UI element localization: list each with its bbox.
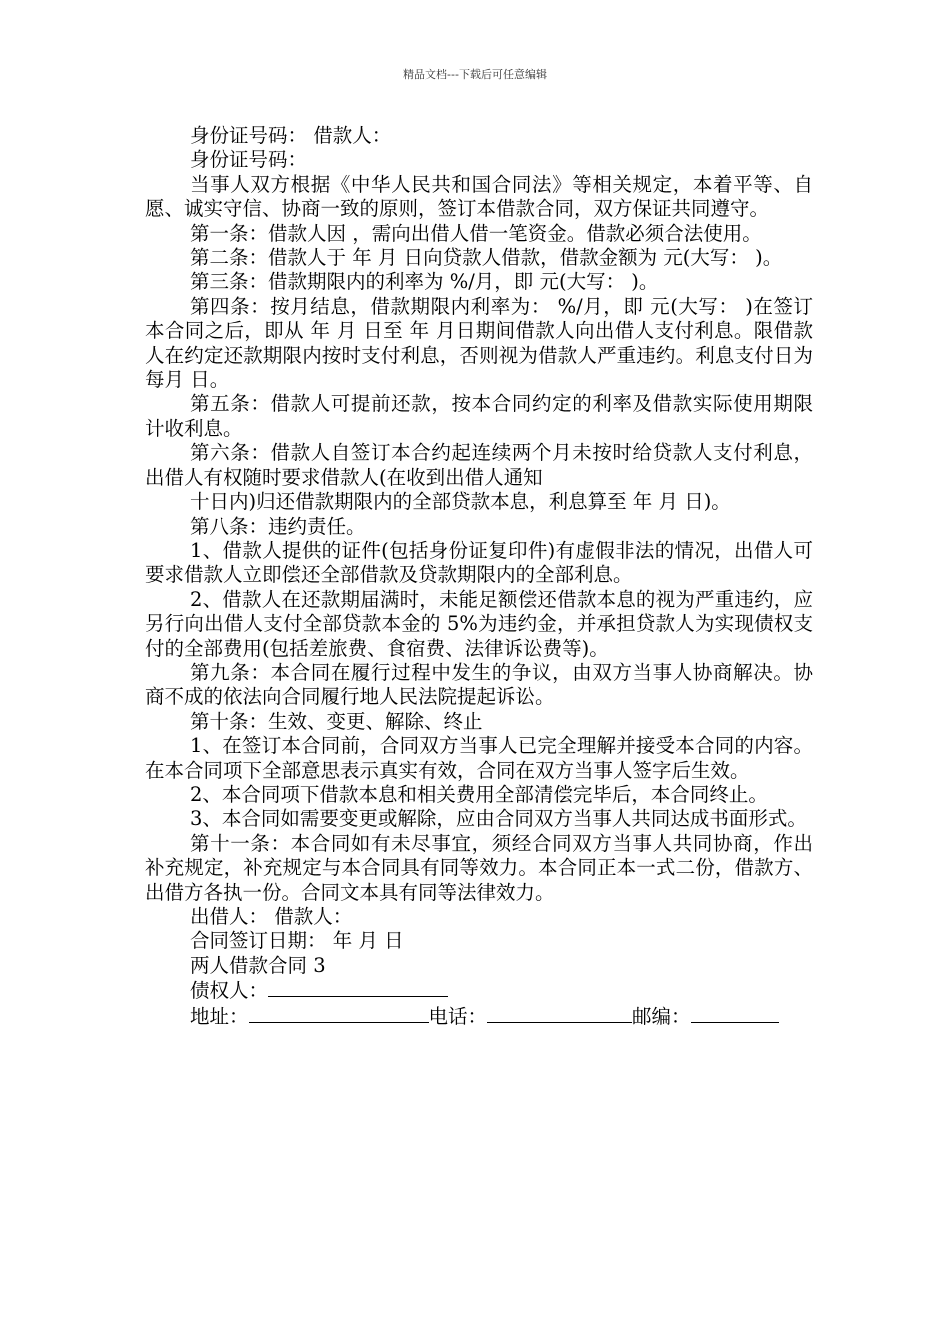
paragraph: 2、本合同项下借款本息和相关费用全部清偿完毕后，本合同终止。 [190, 782, 768, 806]
address-blank [249, 1004, 429, 1023]
paragraph: 第五条：借款人可提前还款，按本合同约定的利率及借款实际使用期限计收利息。 [145, 392, 813, 440]
postcode-blank [691, 1004, 779, 1023]
paragraph: 第四条：按月结息，借款期限内利率为： %/月，即 元(大写： )在签订本合同之后，即从 年 月 日至 年 月日期间借款人向出借人支付利息。限借款人在约定还款期限内按时支付利息，否则视为借款人严重违约。利息支付日为每月 日。 [145, 294, 813, 392]
paragraph: 第十一条：本合同如有未尽事宜，须经合同双方当事人共同协商，作出补充规定，补充规定与本合同具有同等效力。本合同正本一式二份，借款方、出借方各执一份。合同文本具有同等法律效力。 [145, 831, 813, 904]
address-line [145, 1004, 813, 1029]
creditor-blank [268, 978, 448, 997]
paragraph: 出借人： 借款人： [190, 905, 353, 928]
paragraph: 第三条：借款期限内的利率为 %/月，即 元(大写： )。 [190, 270, 659, 294]
paragraph: 两人借款合同 3 [190, 953, 326, 977]
paragraph: 身份证号码： [190, 148, 308, 172]
paragraph: 第八条：违约责任。 [190, 514, 366, 538]
paragraph: 十日内)归还借款期限内的全部贷款本息，利息算至 年 月 日)。 [190, 490, 731, 514]
paragraph: 身份证号码： 借款人： [190, 124, 392, 147]
paragraph: 第十条：生效、变更、解除、终止 [190, 709, 483, 733]
page-header: 精品文档---下载后可任意编辑 [403, 68, 547, 81]
contract-body [145, 124, 813, 1029]
phone-blank [487, 1004, 632, 1023]
address-label: 地址： [190, 1004, 249, 1028]
paragraph: 第九条：本合同在履行过程中发生的争议，由双方当事人协商解决。协商不成的依法向合同履行地人民法院提起诉讼。 [145, 660, 813, 709]
paragraph: 第一条：借款人因 ，需向出借人借一笔资金。借款必须合法使用。 [190, 221, 762, 245]
paragraph: 1、借款人提供的证件(包括身份证复印件)有虚假非法的情况，出借人可要求借款人立即偿还全部借款及贷款期限内的全部利息。 [145, 538, 813, 587]
postcode-label: 邮编： [632, 1004, 691, 1028]
phone-label: 电话： [428, 1004, 488, 1028]
paragraph: 3、本合同如需要变更或解除，应由合同双方当事人共同达成书面形式。 [190, 807, 807, 831]
creditor-line [145, 978, 813, 1003]
creditor-label: 债权人： [190, 979, 269, 1003]
paragraph: 第二条：借款人于 年 月 日向贷款人借款，借款金额为 元(大写： )。 [190, 246, 783, 270]
paragraph: 2、借款人在还款期届满时，未能足额偿还借款本息的视为严重违约，应另行向出借人支付全部贷款本金的 5%为违约金，并承担贷款人为实现债权支付的全部费用(包括差旅费、食宿费、法律诉讼费等)。 [145, 587, 813, 660]
paragraph: 第六条：借款人自签订本合约起连续两个月未按时给贷款人支付利息，出借人有权随时要求借款人(在收到出借人通知 [145, 441, 813, 489]
paragraph: 1、在签订本合同前，合同双方当事人已完全理解并接受本合同的内容。在本合同项下全部意思表示真实有效，合同在双方当事人签字后生效。 [145, 734, 813, 782]
paragraph: 合同签订日期： 年 月 日 [190, 929, 404, 953]
paragraph: 当事人双方根据《中华人民共和国合同法》等相关规定，本着平等、自愿、诚实守信、协商一致的原则，签订本借款合同，双方保证共同遵守。 [145, 172, 813, 221]
